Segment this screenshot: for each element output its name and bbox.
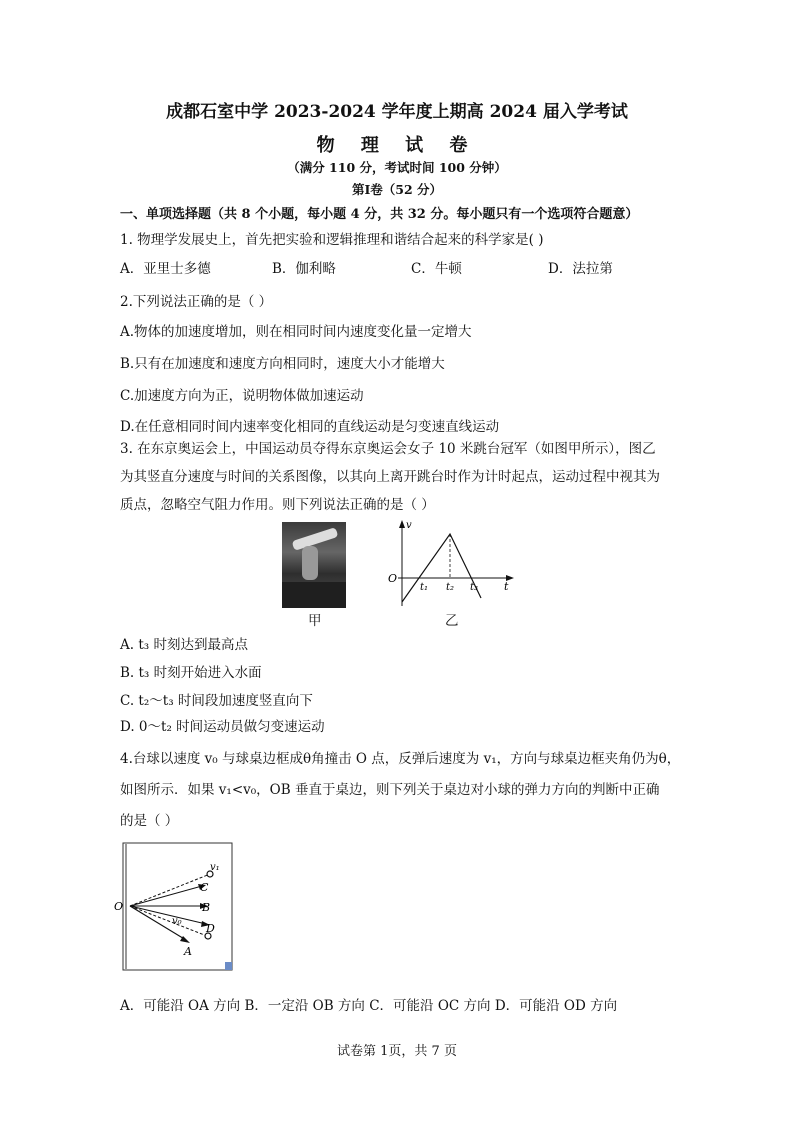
q4-stem-line2: 如图所示．如果 v₁<v₀，OB 垂直于桌边，则下列关于桌边对小球的弹力方向的判断中正确: [120, 782, 660, 798]
diver-photo: [282, 522, 346, 608]
graph-t3-label: t₃: [470, 582, 479, 593]
graph-origin-label: O: [388, 572, 398, 585]
volume-title: 第Ⅰ卷（52 分）: [351, 182, 443, 197]
q2-option-d: D.在任意相同时间内速率变化相同的直线运动是匀变速直线运动: [120, 419, 500, 435]
q2-option-a: A.物体的加速度增加，则在相同时间内速度变化量一定增大: [120, 324, 472, 340]
q1-stem: 1. 物理学发展史上，首先把实验和逻辑推理和谐结合起来的科学家是( ): [120, 232, 544, 248]
v1-label: v₁: [210, 862, 220, 873]
v0-label: v₀: [172, 916, 182, 927]
q1-option-a: A．亚里士多德: [120, 261, 211, 277]
q3-stem-line2: 为其竖直分速度与时间的关系图像，以其向上离开跳台时作为计时起点，运动过程中视其为: [120, 469, 660, 485]
q3-option-d: D. 0～t₂ 时间运动员做匀变速运动: [120, 719, 325, 735]
q2-option-b: B.只有在加速度和速度方向相同时，速度大小才能增大: [120, 356, 445, 372]
q1-option-c: C．牛顿: [411, 261, 462, 277]
graph-t1-label: t₁: [420, 582, 429, 593]
q3-option-b: B. t₃ 时刻开始进入水面: [120, 665, 262, 681]
page-footer: 试卷第 1页，共 7 页: [337, 1044, 457, 1059]
q3-stem-line1: 3. 在东京奥运会上，中国运动员夺得东京奥运会女子 10 米跳台冠军（如图甲所示），图乙: [120, 441, 656, 457]
q2-option-c: C.加速度方向为正，说明物体做加速运动: [120, 388, 364, 404]
figure-label-jia: 甲: [308, 613, 322, 629]
q4-stem-line3: 的是（ ）: [120, 813, 179, 829]
q3-stem-line3: 质点，忽略空气阻力作用。则下列说法正确的是（ ）: [120, 497, 435, 513]
q2-stem: 2.下列说法正确的是（ ）: [120, 294, 273, 310]
point-b-label: B: [202, 901, 211, 914]
figure-label-yi: 乙: [445, 613, 459, 629]
q1-option-d: D．法拉第: [548, 261, 613, 277]
subject-title: 物 理 试 卷: [316, 135, 478, 156]
exam-note: （满分 110 分，考试时间 100 分钟）: [287, 160, 507, 175]
q4-options: A．可能沿 OA 方向 B．一定沿 OB 方向 C．可能沿 OC 方向 D．可能沿 OD 方向: [120, 998, 618, 1014]
graph-t-label: t: [504, 580, 509, 593]
velocity-time-graph: [380, 518, 520, 610]
point-a-label: A: [184, 945, 192, 958]
q4-stem-line1: 4.台球以速度 v₀ 与球桌边框成θ角撞击 O 点，反弹后速度为 v₁，方向与球桌边框夹角仍为θ，: [120, 751, 681, 767]
q3-option-a: A. t₃ 时刻达到最高点: [120, 637, 248, 653]
point-d-label: D: [206, 922, 215, 935]
billiard-diagram: [112, 840, 236, 974]
point-o-label: O: [114, 900, 124, 913]
q3-option-c: C. t₂～t₃ 时间段加速度竖直向下: [120, 693, 313, 709]
section-heading: 一、单项选择题（共 8 个小题，每小题 4 分，共 32 分。每小题只有一个选项符合题意）: [120, 207, 639, 222]
graph-t2-label: t₂: [446, 582, 455, 593]
exam-title: 成都石室中学 2023-2024 学年度上期高 2024 届入学考试: [166, 102, 628, 122]
graph-v-label: v: [406, 520, 412, 531]
point-c-label: C: [200, 881, 209, 894]
q1-option-b: B．伽利略: [272, 261, 336, 277]
